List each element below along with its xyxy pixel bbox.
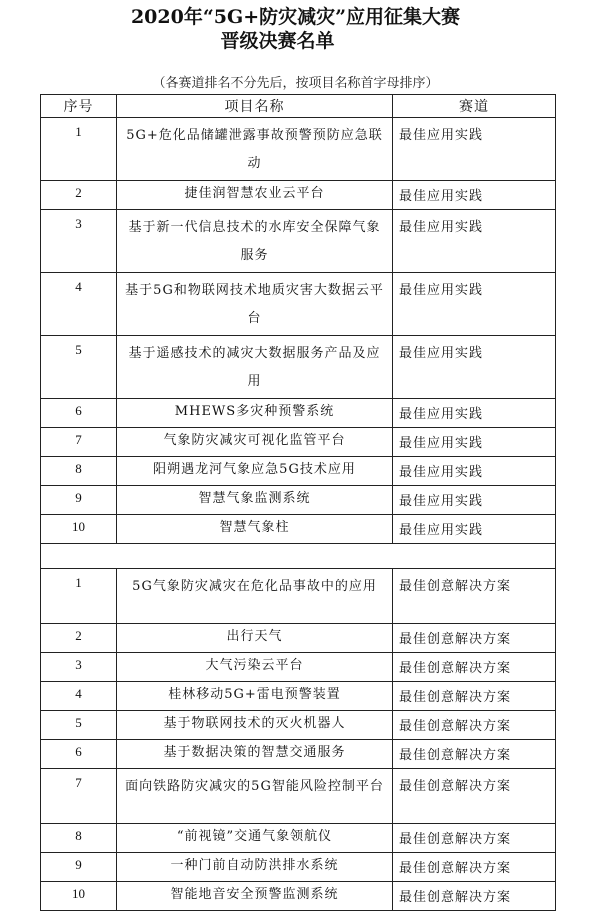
row-name: 基于新一代信息技术的水库安全保障气象服务	[117, 210, 393, 273]
table-row	[41, 824, 556, 853]
table-row	[41, 624, 556, 653]
row-no: 1	[41, 118, 117, 181]
row-track: 最佳应用实践	[393, 428, 556, 457]
table-row	[41, 210, 556, 273]
row-track: 最佳创意解决方案	[393, 711, 556, 740]
header-name: 项目名称	[117, 95, 393, 118]
table-row	[41, 882, 556, 911]
row-name: 5G+危化品储罐泄露事故预警预防应急联动	[117, 118, 393, 181]
row-name: “前视镜”交通气象领航仪	[117, 824, 393, 853]
row-name: 智能地音安全预警监测系统	[117, 882, 393, 911]
row-track: 最佳应用实践	[393, 336, 556, 399]
row-no: 6	[41, 399, 117, 428]
table-header-row	[41, 95, 556, 118]
row-no: 5	[41, 711, 117, 740]
row-no: 2	[41, 624, 117, 653]
document-title: 2020年“5G+防灾减灾”应用征集大赛	[130, 6, 461, 28]
table-row	[41, 653, 556, 682]
table-row	[41, 740, 556, 769]
row-no: 4	[41, 682, 117, 711]
row-track: 最佳应用实践	[393, 399, 556, 428]
row-name: 气象防灾减灾可视化监管平台	[117, 428, 393, 457]
row-name: 大气污染云平台	[117, 653, 393, 682]
sort-note: （各赛道排名不分先后，按项目名称首字母排序）	[152, 76, 439, 91]
table-row	[41, 118, 556, 181]
row-no: 2	[41, 181, 117, 210]
row-name: 基于数据决策的智慧交通服务	[117, 740, 393, 769]
header-track: 赛道	[393, 95, 556, 118]
header-no: 序号	[41, 95, 117, 118]
finalist-table	[40, 94, 556, 911]
row-no: 10	[41, 515, 117, 544]
table-row	[41, 181, 556, 210]
row-track: 最佳应用实践	[393, 457, 556, 486]
row-name: 基于物联网技术的灭火机器人	[117, 711, 393, 740]
table-row	[41, 769, 556, 824]
row-track: 最佳创意解决方案	[393, 740, 556, 769]
group-separator-row	[41, 544, 556, 569]
row-track: 最佳创意解决方案	[393, 653, 556, 682]
row-no: 3	[41, 653, 117, 682]
table-row	[41, 273, 556, 336]
row-name: 基于5G和物联网技术地质灾害大数据云平台	[117, 273, 393, 336]
document-subtitle: 晋级决赛名单	[220, 30, 335, 52]
table-row	[41, 569, 556, 624]
row-name: 面向铁路防灾减灾的5G智能风险控制平台	[117, 769, 393, 824]
row-track: 最佳应用实践	[393, 118, 556, 181]
row-track: 最佳创意解决方案	[393, 824, 556, 853]
row-track: 最佳应用实践	[393, 210, 556, 273]
row-name: 捷佳润智慧农业云平台	[117, 181, 393, 210]
row-track: 最佳应用实践	[393, 486, 556, 515]
row-track: 最佳创意解决方案	[393, 853, 556, 882]
row-no: 7	[41, 769, 117, 824]
row-no: 5	[41, 336, 117, 399]
table-row	[41, 428, 556, 457]
row-no: 9	[41, 853, 117, 882]
table-row	[41, 399, 556, 428]
row-track: 最佳应用实践	[393, 181, 556, 210]
row-name: 一种门前自动防洪排水系统	[117, 853, 393, 882]
row-track: 最佳创意解决方案	[393, 769, 556, 824]
row-track: 最佳创意解决方案	[393, 624, 556, 653]
row-name: 桂林移动5G+雷电预警装置	[117, 682, 393, 711]
row-name: 阳朔遇龙河气象应急5G技术应用	[117, 457, 393, 486]
row-track: 最佳创意解决方案	[393, 682, 556, 711]
table-row	[41, 457, 556, 486]
table-row	[41, 682, 556, 711]
row-track: 最佳应用实践	[393, 515, 556, 544]
row-no: 4	[41, 273, 117, 336]
row-name: 智慧气象监测系统	[117, 486, 393, 515]
table-row	[41, 711, 556, 740]
row-no: 9	[41, 486, 117, 515]
table-row	[41, 853, 556, 882]
row-no: 3	[41, 210, 117, 273]
table-row	[41, 486, 556, 515]
row-track: 最佳应用实践	[393, 273, 556, 336]
row-name: 基于遥感技术的减灾大数据服务产品及应用	[117, 336, 393, 399]
row-no: 10	[41, 882, 117, 911]
row-no: 8	[41, 457, 117, 486]
row-track: 最佳创意解决方案	[393, 569, 556, 624]
row-track: 最佳创意解决方案	[393, 882, 556, 911]
row-name: 出行天气	[117, 624, 393, 653]
row-no: 1	[41, 569, 117, 624]
row-no: 8	[41, 824, 117, 853]
row-no: 6	[41, 740, 117, 769]
row-name: 智慧气象柱	[117, 515, 393, 544]
table-row	[41, 336, 556, 399]
row-name: 5G气象防灾减灾在危化品事故中的应用	[117, 569, 393, 624]
row-no: 7	[41, 428, 117, 457]
separator-cell	[41, 544, 556, 569]
table-row	[41, 515, 556, 544]
row-name: MHEWS多灾种预警系统	[117, 399, 393, 428]
